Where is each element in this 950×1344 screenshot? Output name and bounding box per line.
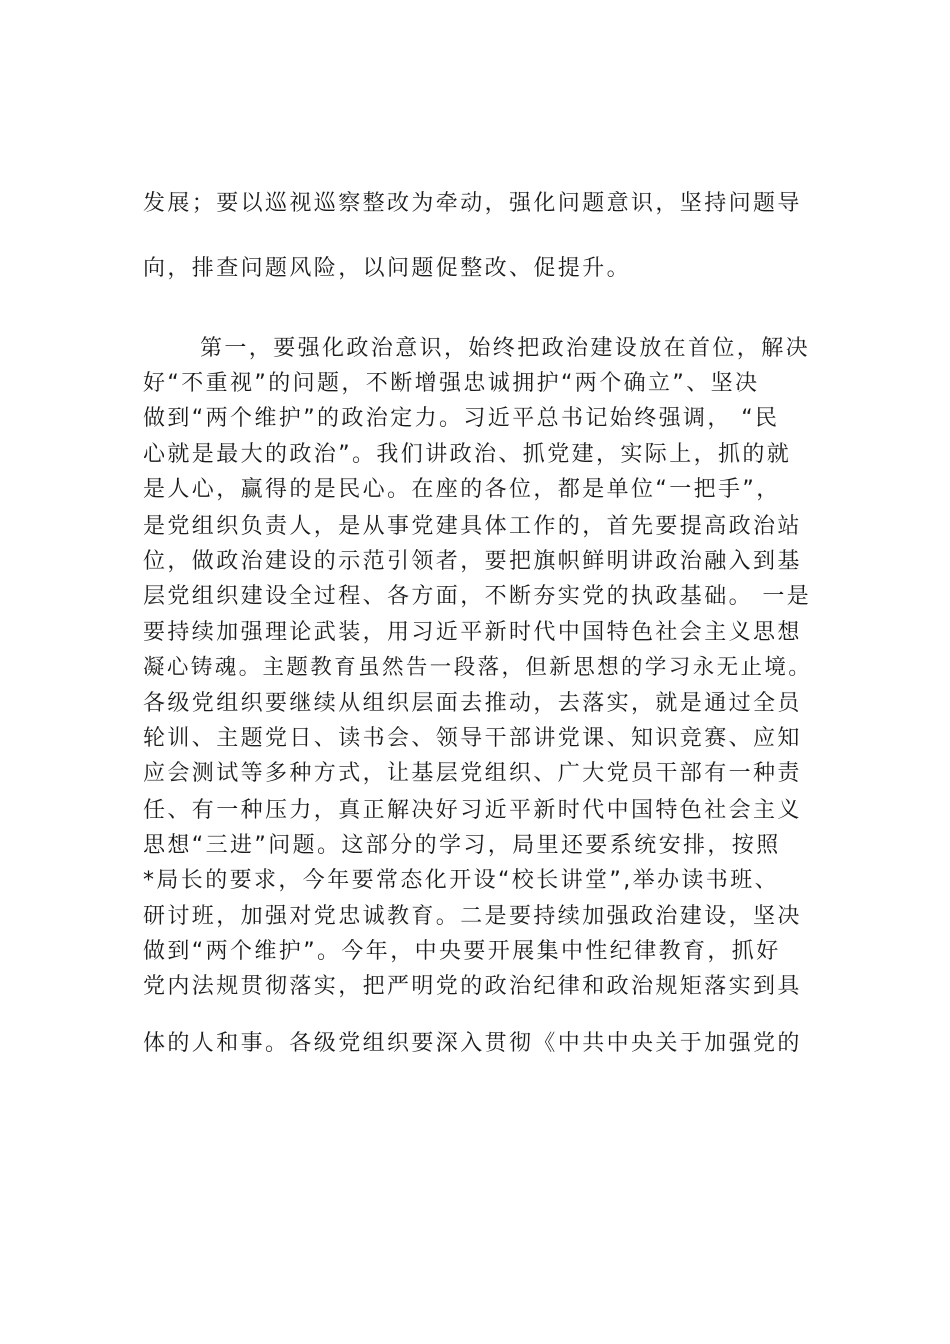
- paragraph-line: 研讨班，加强对党忠诚教育。二是要持续加强政治建设，坚决: [143, 904, 802, 929]
- paragraph-line: 轮训、主题党日、读书会、领导干部讲党课、知识竞赛、应知: [143, 726, 802, 751]
- paragraph-line: 思想“三进”问题。这部分的学习，局里还要系统安排，按照: [143, 833, 781, 858]
- paragraph-line: 向，排查问题风险，以问题促整改、促提升。: [143, 256, 632, 281]
- paragraph-line: 各级党组织要继续从组织层面去推动，去落实，就是通过全员: [143, 691, 802, 716]
- paragraph-line: 党内法规贯彻落实，把严明党的政治纪律和政治规矩落实到具: [143, 974, 802, 999]
- paragraph-line: 心就是最大的政治”。我们讲政治、抓党建，实际上，抓的就: [143, 442, 792, 467]
- paragraph-line: 要持续加强理论武装，用习近平新时代中国特色社会主义思想: [143, 620, 802, 645]
- paragraph-line: 做到“两个维护”。今年，中央要开展集中性纪律教育，抓好: [143, 939, 781, 964]
- paragraph-line: 应会测试等多种方式，让基层党组织、广大党员干部有一种责: [143, 761, 802, 786]
- paragraph-line: 是党组织负责人，是从事党建具体工作的，首先要提高政治站: [143, 514, 802, 539]
- paragraph-line: 体的人和事。各级党组织要深入贯彻《中共中央关于加强党的: [143, 1031, 802, 1056]
- paragraph-line: 位，做政治建设的示范引领者，要把旗帜鲜明讲政治融入到基: [143, 549, 802, 574]
- paragraph-line: 发展；要以巡视巡察整改为牵动，强化问题意识，坚持问题导: [143, 191, 802, 216]
- paragraph-first-line: 第一，要强化政治意识，始终把政治建设放在首位，解决: [200, 336, 811, 361]
- paragraph-line: 好“不重视”的问题，不断增强忠诚拥护“两个确立”、坚决: [143, 371, 760, 396]
- paragraph-line: 任、有一种压力，真正解决好习近平新时代中国特色社会主义: [143, 798, 802, 823]
- paragraph-line: 层党组织建设全过程、各方面，不断夯实党的执政基础。 一是: [143, 584, 812, 609]
- paragraph-line: 是人心，赢得的是民心。在座的各位，都是单位“一把手”，: [143, 477, 781, 502]
- paragraph-line: *局长的要求，今年要常态化开设“校长讲堂”,举办读书班、: [143, 868, 779, 893]
- paragraph-line: 凝心铸魂。主题教育虽然告一段落，但新思想的学习永无止境。: [143, 655, 813, 680]
- paragraph-line: 做到“两个维护”的政治定力。习近平总书记始终强调， “民: [143, 406, 780, 431]
